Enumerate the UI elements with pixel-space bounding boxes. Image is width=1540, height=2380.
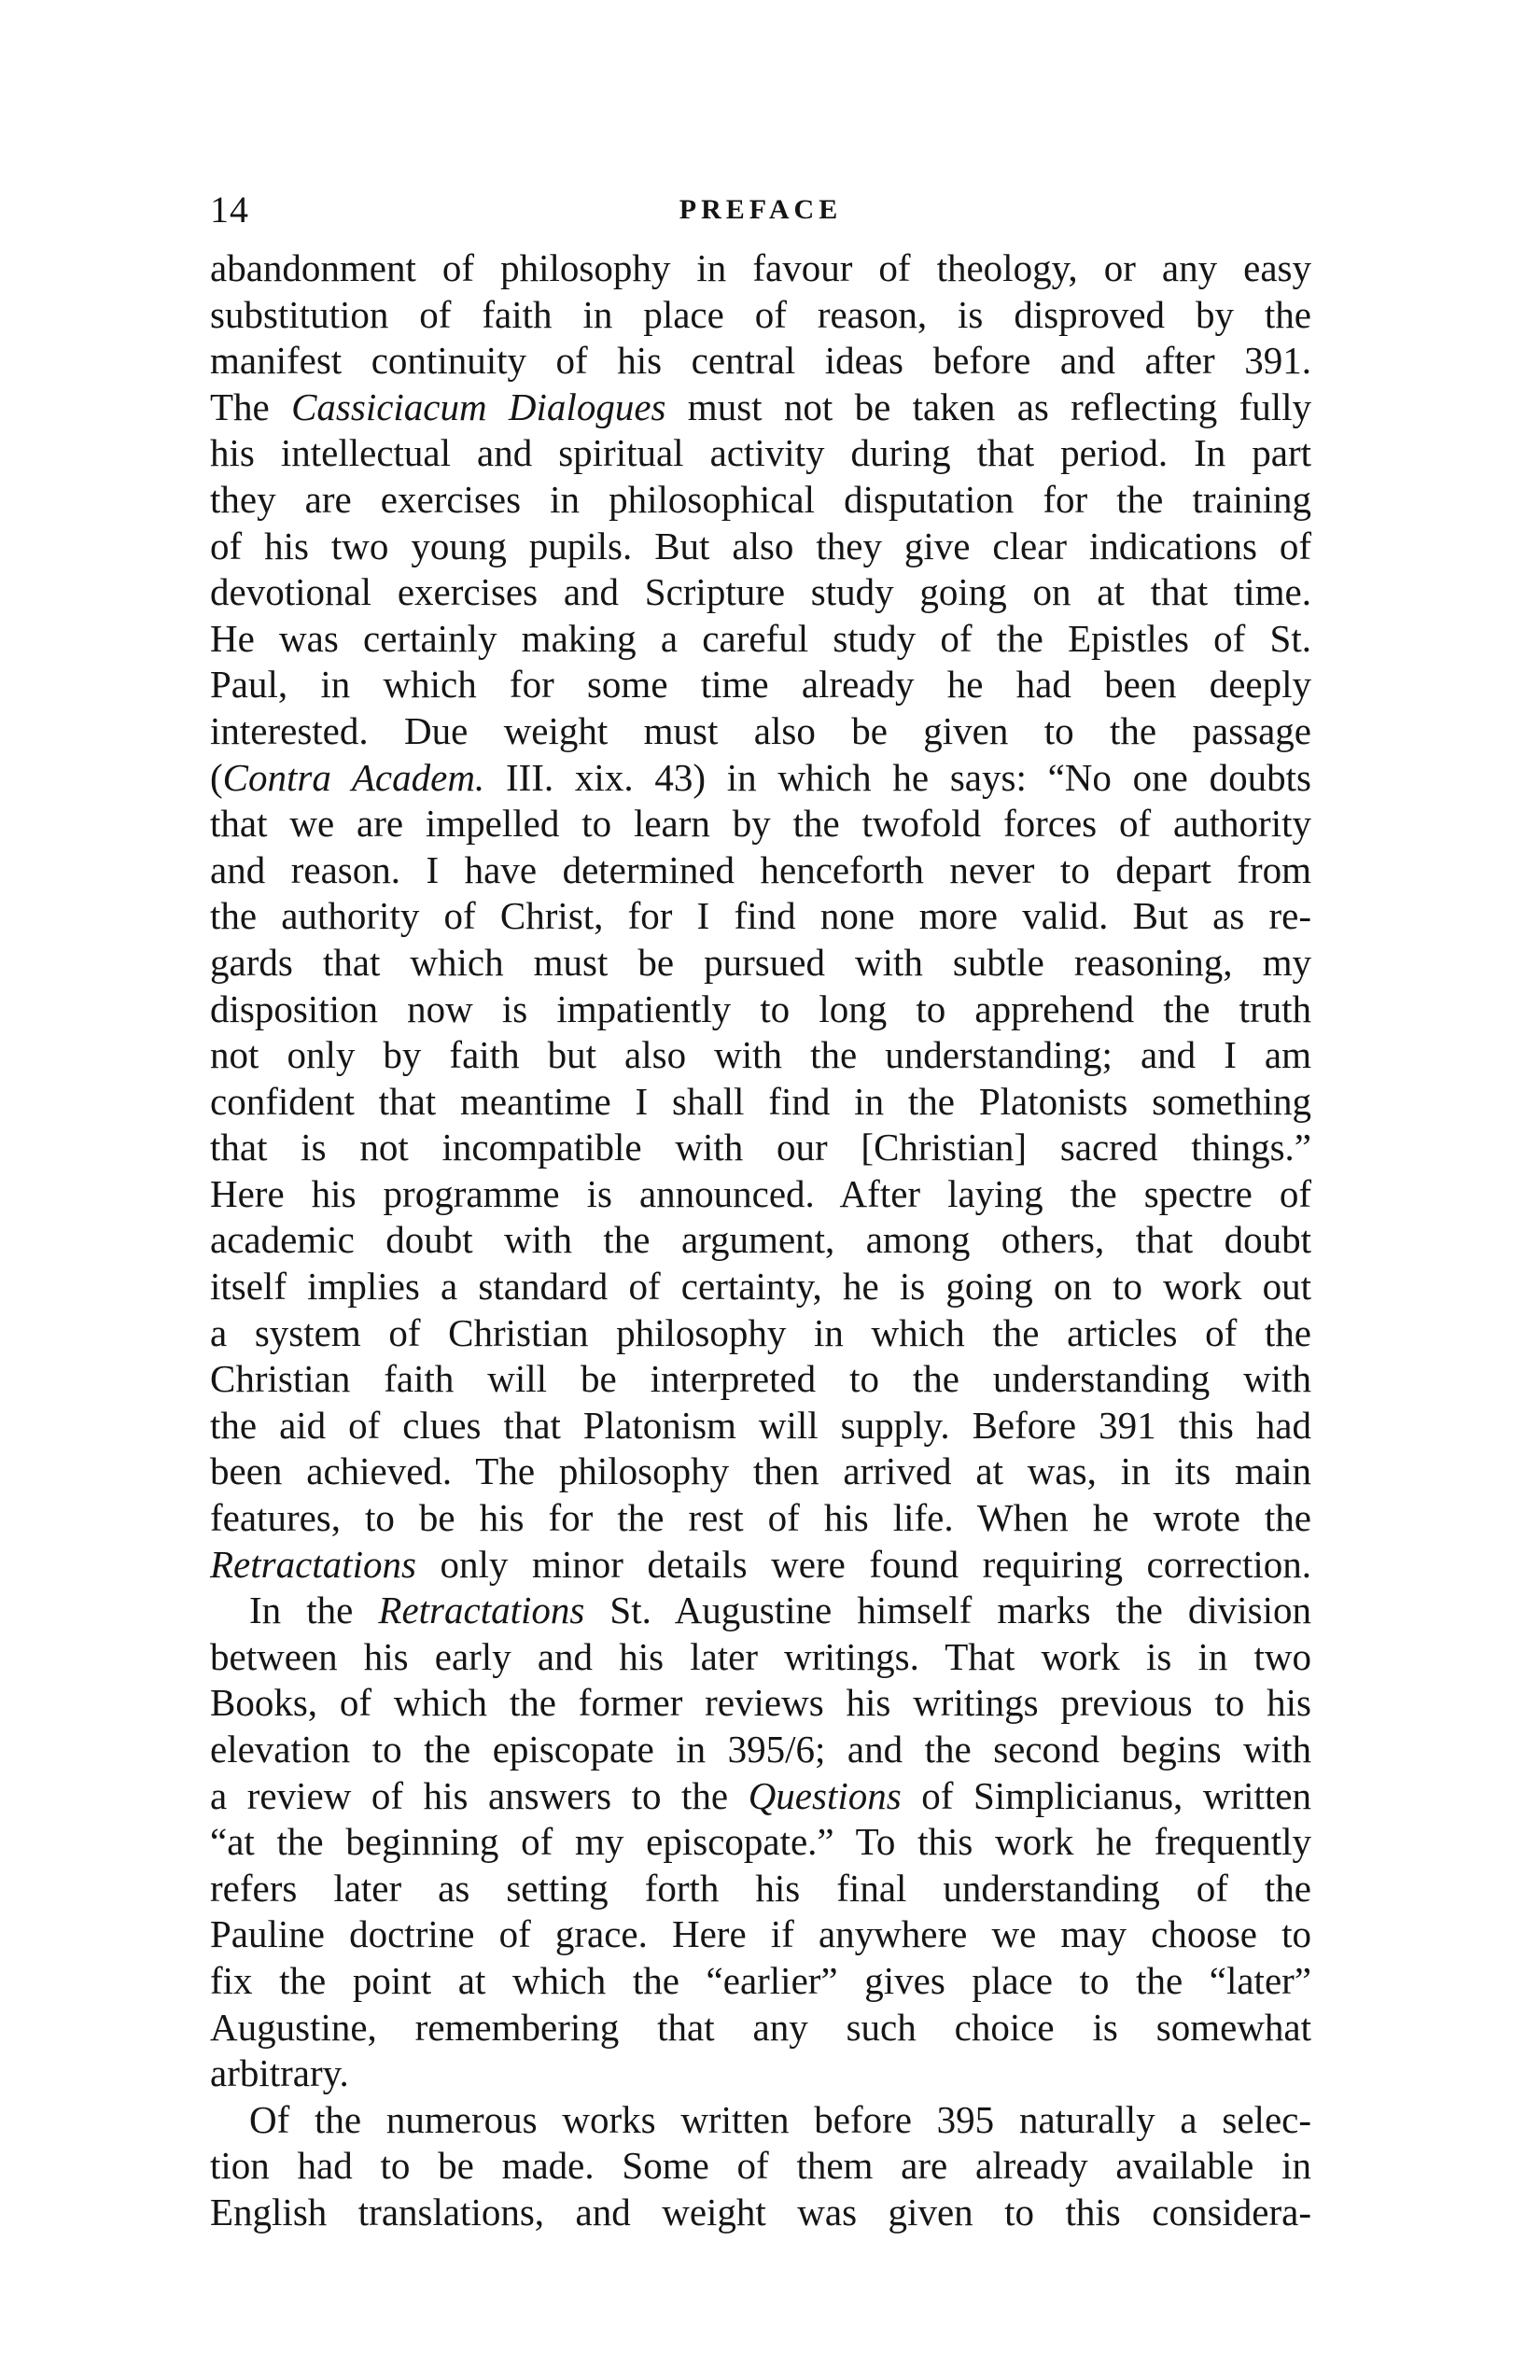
text-line	[210, 338, 1311, 385]
italic-title: Cassiciacum Dialogues	[291, 385, 666, 428]
line-text: tion had to be made. Some of them are already available in	[210, 2144, 1311, 2188]
running-head	[210, 187, 1311, 233]
text-line	[210, 1542, 1311, 1589]
line-text: Of the numerous works written before 395 naturally a selec-	[249, 2097, 1311, 2141]
line-text: gards that which must be pursued with subtle reasoning, my	[210, 940, 1311, 984]
line-text: Pauline doctrine of grace. Here if anywhere we may choose to	[210, 1912, 1311, 1956]
line-text: academic doubt with the argument, among others, that doubt	[210, 1218, 1311, 1262]
text-line	[210, 1958, 1311, 2005]
line-text: St. Augustine himself marks the division	[584, 1589, 1311, 1632]
text-line	[210, 1171, 1311, 1218]
line-text: his intellectual and spiritual activity during that period. In part	[210, 431, 1311, 475]
text-line-paragraph-start	[210, 2097, 1311, 2144]
text-line	[210, 1680, 1311, 1727]
text-line	[210, 1356, 1311, 1403]
text-line	[210, 1634, 1311, 1681]
text-line	[210, 987, 1311, 1033]
text-line	[210, 616, 1311, 663]
text-line	[210, 1264, 1311, 1310]
text-line	[210, 2143, 1311, 2190]
line-text: a system of Christian philosophy in which the articles of the	[210, 1310, 1311, 1354]
text-line	[210, 893, 1311, 940]
line-text: interested. Due weight must also be given to the passage	[210, 708, 1311, 752]
line-text: of his two young pupils. But also they give clear indications of	[210, 524, 1311, 567]
body-text	[210, 245, 1311, 2236]
line-text: of Simplicianus, written	[901, 1773, 1311, 1817]
text-line	[210, 2005, 1311, 2051]
line-text: The	[210, 385, 292, 428]
text-line-paragraph-start	[210, 1588, 1311, 1634]
line-text: the authority of Christ, for I find none more valid. But as re-	[210, 894, 1311, 938]
text-line	[210, 940, 1311, 987]
line-text: Paul, in which for some time already he had been deeply	[210, 663, 1311, 707]
line-text: III. xix. 43) in which he says: “No one doubts	[484, 755, 1311, 799]
line-text: elevation to the episcopate in 395/6; and the second begins with	[210, 1728, 1311, 1771]
text-line	[210, 662, 1311, 708]
page-number: 14	[210, 189, 249, 231]
italic-title: Retractations	[378, 1589, 585, 1632]
line-text: itself implies a standard of certainty, he is going on to work out	[210, 1265, 1311, 1309]
line-text: Books, of which the former reviews his writings previous to his	[210, 1681, 1311, 1725]
line-text: manifest continuity of his central ideas before and after 391.	[210, 339, 1311, 383]
text-line	[210, 385, 1311, 431]
text-line	[210, 292, 1311, 339]
text-line	[210, 1217, 1311, 1264]
line-text: disposition now is impatiently to long to apprehend the truth	[210, 987, 1311, 1030]
text-line	[210, 2190, 1311, 2236]
line-text: He was certainly making a careful study of the Epistles of St.	[210, 616, 1311, 660]
line-text: substitution of faith in place of reason, is disproved by the	[210, 292, 1311, 336]
text-line	[210, 1125, 1311, 1171]
line-text: must not be taken as reflecting fully	[665, 385, 1311, 428]
italic-title: Contra Academ.	[222, 755, 485, 799]
line-text: confident that meantime I shall find in the Platonists something	[210, 1079, 1311, 1123]
text-line	[210, 1449, 1311, 1495]
line-text: Augustine, remembering that any such choice is somewhat	[210, 2005, 1311, 2049]
text-line	[210, 847, 1311, 894]
line-text: a review of his answers to the	[210, 1773, 749, 1817]
text-line	[210, 524, 1311, 570]
line-text: In the	[249, 1589, 379, 1632]
text-line	[210, 755, 1311, 802]
text-line	[210, 1310, 1311, 1357]
line-text: only minor details were found requiring correction.	[415, 1542, 1311, 1586]
text-line	[210, 569, 1311, 616]
line-text: not only by faith but also with the understanding; and I am	[210, 1033, 1311, 1077]
line-text: “at the beginning of my episcopate.” To this work he frequently	[210, 1820, 1311, 1864]
italic-title: Questions	[748, 1773, 902, 1817]
text-line	[210, 1079, 1311, 1126]
text-line	[210, 1403, 1311, 1449]
text-line	[210, 430, 1311, 477]
line-text: and reason. I have determined henceforth never to depart from	[210, 847, 1311, 891]
line-text: Here his programme is announced. After laying the spectre of	[210, 1171, 1311, 1215]
text-line	[210, 1495, 1311, 1542]
line-text: abandonment of philosophy in favour of theology, or any easy	[210, 246, 1311, 289]
line-text: the aid of clues that Platonism will supply. Before 391 this had	[210, 1403, 1311, 1447]
text-line	[210, 1866, 1311, 1912]
text-line	[210, 1032, 1311, 1079]
text-line	[210, 1727, 1311, 1773]
line-text: (	[210, 755, 223, 799]
italic-title: Retractations	[210, 1542, 416, 1586]
line-text: refers later as setting forth his final understanding of the	[210, 1866, 1311, 1910]
line-text: between his early and his later writings. That work is in two	[210, 1634, 1311, 1678]
text-line	[210, 245, 1311, 292]
line-text: Christian faith will be interpreted to the understanding with	[210, 1357, 1311, 1401]
line-text: fix the point at which the “earlier” gives place to the “later”	[210, 1958, 1311, 2002]
line-text: that is not incompatible with our [Christian] sacred things.”	[210, 1126, 1311, 1169]
text-line	[210, 708, 1311, 755]
text-line	[210, 1911, 1311, 1958]
text-line	[210, 1773, 1311, 1820]
line-text: arbitrary.	[210, 2051, 349, 2095]
line-text: been achieved. The philosophy then arrived at was, in its main	[210, 1449, 1311, 1493]
text-line	[210, 1819, 1311, 1866]
text-line-paragraph-end	[210, 2051, 1311, 2097]
running-title: PREFACE	[679, 194, 843, 225]
text-line	[210, 477, 1311, 524]
line-text: that we are impelled to learn by the twofold forces of authority	[210, 802, 1311, 846]
line-text: they are exercises in philosophical disputation for the training	[210, 477, 1311, 521]
line-text: devotional exercises and Scripture study going on at that time.	[210, 570, 1311, 614]
text-line	[210, 801, 1311, 847]
line-text: features, to be his for the rest of his life. When he wrote the	[210, 1496, 1311, 1540]
line-text: English translations, and weight was given to this considera-	[210, 2190, 1311, 2233]
